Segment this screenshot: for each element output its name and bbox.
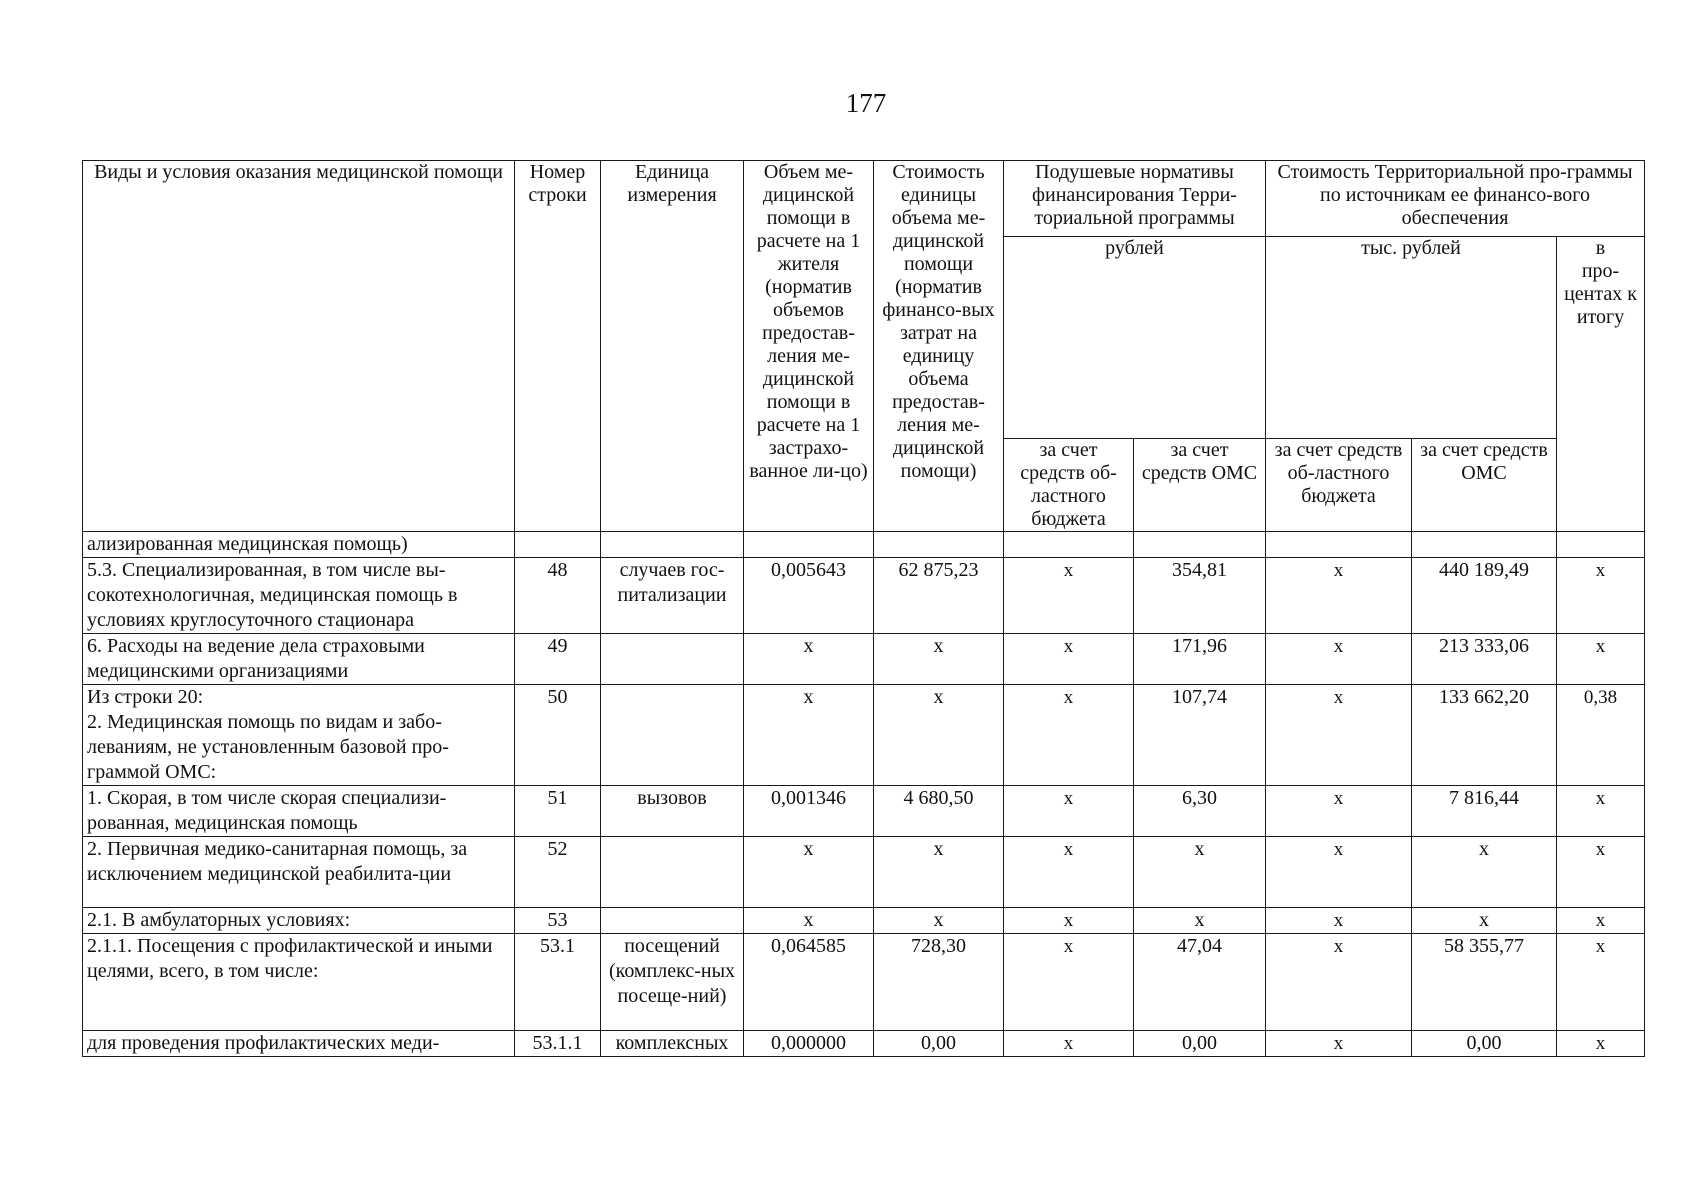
cell-volume xyxy=(744,532,874,558)
cell-unit-cost: х xyxy=(874,837,1004,908)
cell-row-number: 53.1.1 xyxy=(515,1031,601,1057)
cell-row-number: 53.1 xyxy=(515,934,601,1031)
header-percent-top: в xyxy=(1595,237,1606,259)
cell-unit xyxy=(601,837,744,908)
cell-regional-budget-rub xyxy=(1004,532,1134,558)
table-row xyxy=(83,786,1645,837)
cell-name: 1. Скорая, в том числе скорая специализи-рованная, медицинская помощь xyxy=(83,786,515,837)
cell-unit-cost: 728,30 xyxy=(874,934,1004,1031)
cell-oms-rub: х xyxy=(1134,837,1266,908)
table-row xyxy=(83,532,1645,558)
cell-oms-thousand: 7 816,44 xyxy=(1412,786,1557,837)
cell-unit: посещений (комплекс-ных посеще-ний) xyxy=(601,934,744,1031)
cell-oms-thousand: 133 662,20 xyxy=(1412,685,1557,786)
cell-row-number xyxy=(515,532,601,558)
table-row xyxy=(83,934,1645,1031)
cell-unit-cost xyxy=(874,532,1004,558)
cell-regional-budget-thousand: х xyxy=(1266,685,1412,786)
cell-oms-rub: х xyxy=(1134,908,1266,934)
cell-oms-rub: 354,81 xyxy=(1134,558,1266,634)
cell-volume: х xyxy=(744,908,874,934)
financing-table xyxy=(82,160,1645,1057)
cell-regional-budget-thousand: х xyxy=(1266,786,1412,837)
cell-regional-budget-rub: х xyxy=(1004,685,1134,786)
cell-oms-thousand: 0,00 xyxy=(1412,1031,1557,1057)
cell-percent: х xyxy=(1557,558,1645,634)
cell-oms-thousand: 440 189,49 xyxy=(1412,558,1557,634)
page-number: 177 xyxy=(845,88,887,118)
cell-regional-budget-rub: х xyxy=(1004,634,1134,685)
cell-percent: х xyxy=(1557,908,1645,934)
cell-unit-cost: х xyxy=(874,634,1004,685)
header-regional-budget-thousand: за счет средств об-ластного бюджета xyxy=(1266,439,1412,532)
cell-percent: х xyxy=(1557,786,1645,837)
header-unit: Единица измерения xyxy=(601,161,744,532)
header-oms-thousand: за счет средств ОМС xyxy=(1412,439,1557,532)
cell-unit xyxy=(601,685,744,786)
table-row xyxy=(83,558,1645,634)
cell-volume: 0,005643 xyxy=(744,558,874,634)
cell-unit xyxy=(601,532,744,558)
cell-oms-rub: 6,30 xyxy=(1134,786,1266,837)
cell-regional-budget-thousand: х xyxy=(1266,558,1412,634)
table-row xyxy=(83,685,1645,786)
cell-regional-budget-rub: х xyxy=(1004,1031,1134,1057)
cell-oms-rub: 171,96 xyxy=(1134,634,1266,685)
cell-name: 6. Расходы на ведение дела страховыми медицинскими организациями xyxy=(83,634,515,685)
cell-percent: х xyxy=(1557,837,1645,908)
cell-oms-thousand: х xyxy=(1412,837,1557,908)
cell-row-number: 51 xyxy=(515,786,601,837)
header-volume: Объем ме-дицинской помощи в расчете на 1 жителя (норматив объемов предостав-ления ме-дицинской помощи в расчете на 1 застрахо-ванное ли-цо) xyxy=(744,161,874,532)
cell-regional-budget-thousand: х xyxy=(1266,837,1412,908)
cell-oms-thousand: 213 333,06 xyxy=(1412,634,1557,685)
cell-unit xyxy=(601,908,744,934)
cell-unit-cost: 0,00 xyxy=(874,1031,1004,1057)
cell-volume: 0,001346 xyxy=(744,786,874,837)
header-unit-cost: Стоимость единицы объема ме-дицинской помощи (норматив финансо-вых затрат на единицу объема предостав-ления ме-дицинской помощи) xyxy=(874,161,1004,532)
cell-oms-rub xyxy=(1134,532,1266,558)
header-row-number: Номер строки xyxy=(515,161,601,532)
cell-name: ализированная медицинская помощь) xyxy=(83,532,515,558)
header-per-capita-norms: Подушевые нормативы финансирования Терри-ториальной программы xyxy=(1004,161,1266,237)
cell-regional-budget-thousand: х xyxy=(1266,634,1412,685)
header-percent xyxy=(1557,237,1645,532)
cell-regional-budget-thousand xyxy=(1266,532,1412,558)
table-row xyxy=(83,634,1645,685)
cell-row-number: 48 xyxy=(515,558,601,634)
cell-regional-budget-rub: х xyxy=(1004,934,1134,1031)
cell-unit-cost: 62 875,23 xyxy=(874,558,1004,634)
cell-oms-thousand: х xyxy=(1412,908,1557,934)
cell-unit: комплексных xyxy=(601,1031,744,1057)
cell-name: 2. Первичная медико-санитарная помощь, за исключением медицинской реабилита-ции xyxy=(83,837,515,908)
cell-volume: х xyxy=(744,685,874,786)
cell-regional-budget-rub: х xyxy=(1004,908,1134,934)
header-types-conditions: Виды и условия оказания медицинской помощи xyxy=(83,161,515,532)
cell-regional-budget-rub: х xyxy=(1004,558,1134,634)
table-body xyxy=(83,532,1645,1057)
cell-oms-rub: 0,00 xyxy=(1134,1031,1266,1057)
cell-oms-thousand: 58 355,77 xyxy=(1412,934,1557,1031)
cell-name: Из строки 20: 2. Медицинская помощь по видам и забо-леваниям, не установленным базовой про-граммой ОМС: xyxy=(83,685,515,786)
table-row xyxy=(83,837,1645,908)
cell-unit: вызовов xyxy=(601,786,744,837)
cell-percent xyxy=(1557,532,1645,558)
cell-volume: х xyxy=(744,837,874,908)
cell-volume: 0,000000 xyxy=(744,1031,874,1057)
header-regional-budget-rub: за счет средств об-ластного бюджета xyxy=(1004,439,1134,532)
cell-oms-thousand xyxy=(1412,532,1557,558)
cell-percent: х xyxy=(1557,934,1645,1031)
cell-oms-rub: 47,04 xyxy=(1134,934,1266,1031)
header-percent-text: про-центах к итогу xyxy=(1564,260,1637,328)
cell-volume: х xyxy=(744,634,874,685)
cell-regional-budget-thousand: х xyxy=(1266,1031,1412,1057)
cell-row-number: 53 xyxy=(515,908,601,934)
cell-unit-cost: х xyxy=(874,908,1004,934)
cell-name: 2.1.1. Посещения с профилактической и иными целями, всего, в том числе: xyxy=(83,934,515,1031)
cell-row-number: 52 xyxy=(515,837,601,908)
cell-unit: случаев гос-питализации xyxy=(601,558,744,634)
header-oms-rub: за счет средств ОМС xyxy=(1134,439,1266,532)
cell-name: 2.1. В амбулаторных условиях: xyxy=(83,908,515,934)
cell-percent: х xyxy=(1557,1031,1645,1057)
cell-percent: х xyxy=(1557,634,1645,685)
cell-volume: 0,064585 xyxy=(744,934,874,1031)
table-row xyxy=(83,1031,1645,1057)
cell-oms-rub: 107,74 xyxy=(1134,685,1266,786)
header-program-cost: Стоимость Территориальной про-граммы по источникам ее финансо-вого обеспечения xyxy=(1266,161,1645,237)
cell-percent: 0,38 xyxy=(1557,685,1645,786)
table-row xyxy=(83,908,1645,934)
cell-unit xyxy=(601,634,744,685)
cell-unit-cost: х xyxy=(874,685,1004,786)
header-thousand-rubles: тыс. рублей xyxy=(1266,237,1557,439)
cell-name: для проведения профилактических меди- xyxy=(83,1031,515,1057)
cell-regional-budget-rub: х xyxy=(1004,837,1134,908)
cell-unit-cost: 4 680,50 xyxy=(874,786,1004,837)
header-row-1 xyxy=(83,161,1645,237)
cell-name: 5.3. Специализированная, в том числе вы-сокотехнологичная, медицинская помощь в условиях круглосуточного стационара xyxy=(83,558,515,634)
cell-row-number: 49 xyxy=(515,634,601,685)
header-rubles: рублей xyxy=(1004,237,1266,439)
cell-regional-budget-thousand: х xyxy=(1266,934,1412,1031)
cell-regional-budget-rub: х xyxy=(1004,786,1134,837)
cell-row-number: 50 xyxy=(515,685,601,786)
cell-regional-budget-thousand: х xyxy=(1266,908,1412,934)
